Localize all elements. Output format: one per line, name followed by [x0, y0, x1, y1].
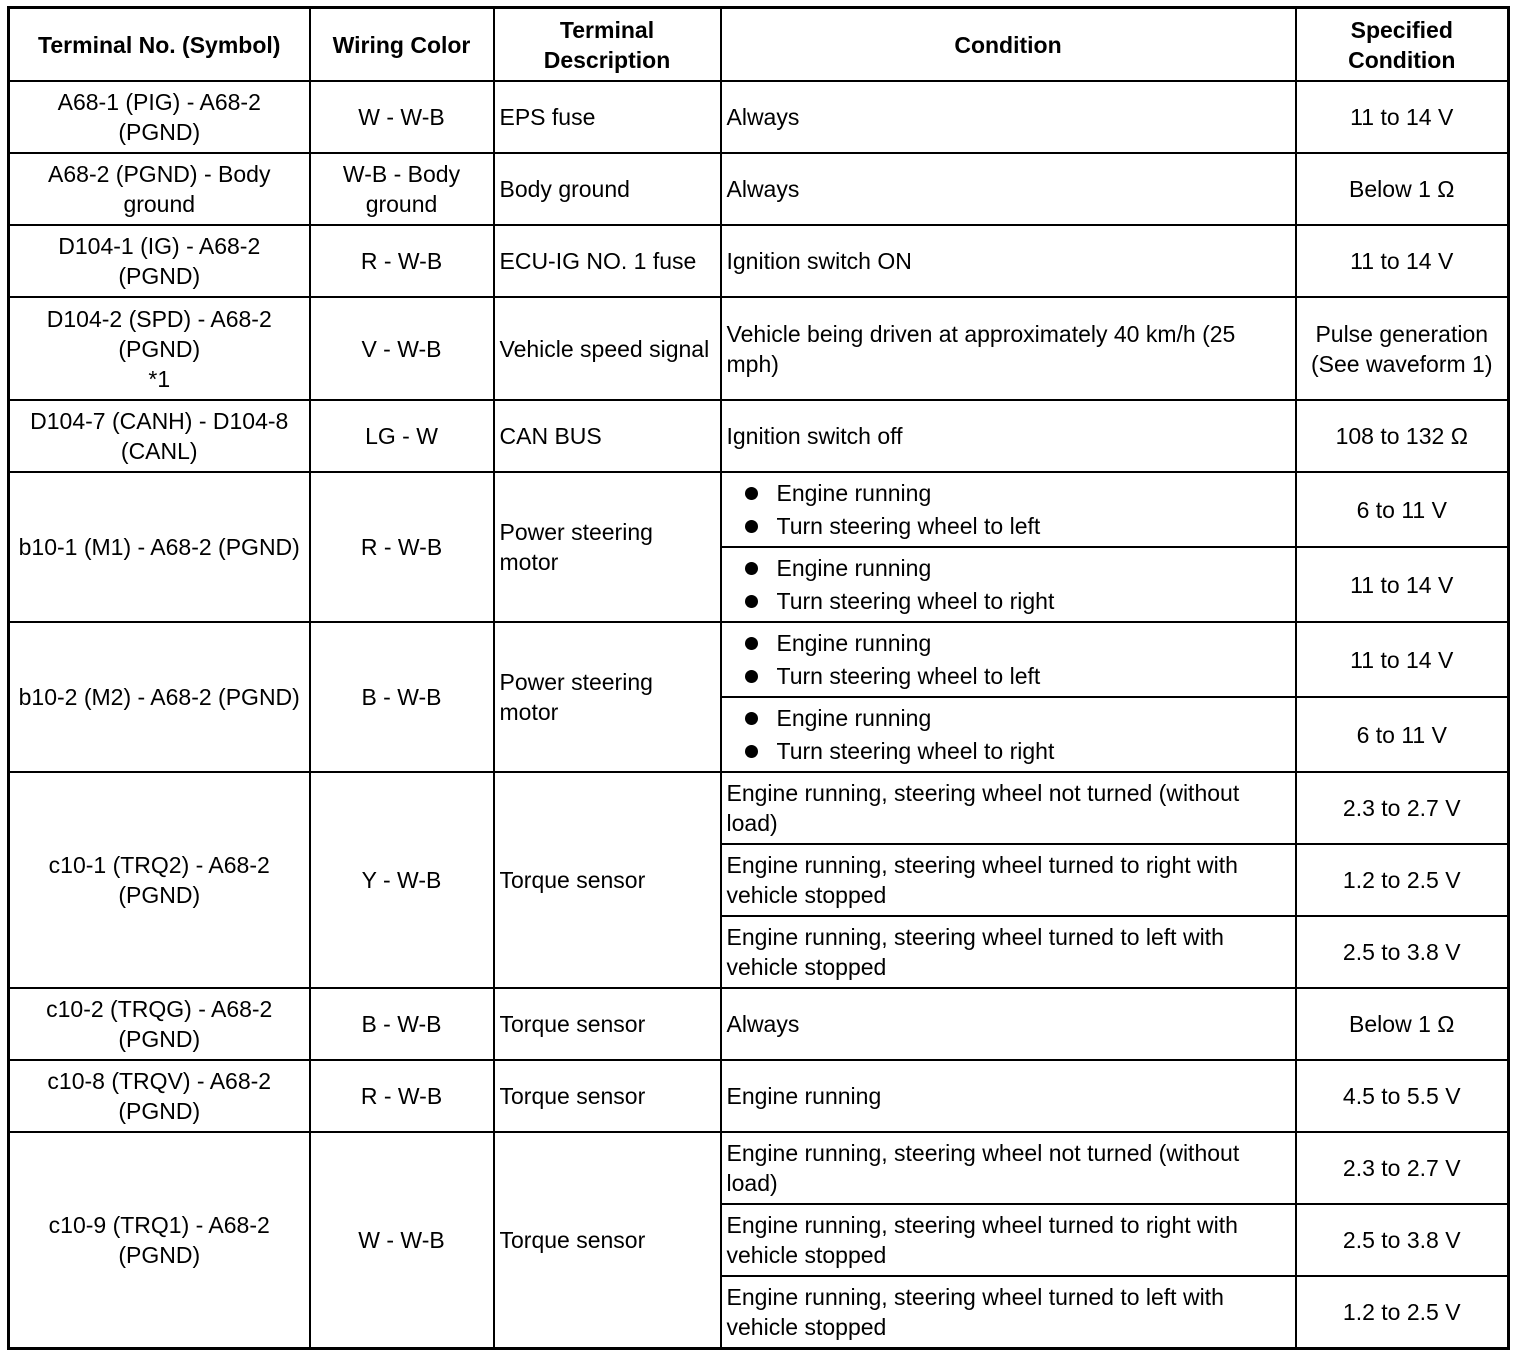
- wiring-cell: LG - W: [310, 400, 494, 472]
- wiring-cell: R - W-B: [310, 225, 494, 297]
- header-row: [9, 8, 1509, 82]
- bullet-icon: [745, 745, 758, 758]
- header-wiring-color: Wiring Color: [310, 8, 494, 82]
- terminal-cell: c10-9 (TRQ1) - A68-2 (PGND): [9, 1132, 310, 1349]
- wiring-cell: B - W-B: [310, 988, 494, 1060]
- table-row: [9, 400, 1509, 472]
- spec-cell: Pulse generation (See waveform 1): [1296, 297, 1509, 400]
- spec-cell: 11 to 14 V: [1296, 547, 1509, 622]
- condition-cell: Engine running, steering wheel turned to left with vehicle stopped: [721, 1276, 1296, 1349]
- terminal-note: *1: [148, 365, 171, 392]
- condition-cell: [721, 547, 1296, 622]
- header-condition: Condition: [721, 8, 1296, 82]
- description-cell: Torque sensor: [494, 772, 721, 988]
- condition-cell: [721, 622, 1296, 697]
- spec-cell: 1.2 to 2.5 V: [1296, 1276, 1509, 1349]
- bullet-icon: [745, 712, 758, 725]
- condition-bullet-list: [727, 477, 1290, 543]
- bullet-icon: [745, 520, 758, 533]
- list-item: Turn steering wheel to left: [745, 660, 1290, 693]
- list-item: Engine running: [745, 477, 1290, 510]
- terminal-cell: [9, 297, 310, 400]
- spec-cell: 11 to 14 V: [1296, 622, 1509, 697]
- description-cell: Power steering motor: [494, 472, 721, 622]
- bullet-icon: [745, 595, 758, 608]
- spec-cell: 2.5 to 3.8 V: [1296, 916, 1509, 988]
- description-cell: Torque sensor: [494, 988, 721, 1060]
- list-item: Turn steering wheel to right: [745, 735, 1290, 768]
- condition-cell: Always: [721, 153, 1296, 225]
- table-row: [9, 81, 1509, 153]
- terminal-inspection-table: [7, 6, 1510, 1350]
- table-row: [9, 988, 1509, 1060]
- condition-cell: [721, 472, 1296, 547]
- condition-cell: Always: [721, 81, 1296, 153]
- table-row: [9, 1060, 1509, 1132]
- bullet-icon: [745, 637, 758, 650]
- condition-cell: Ignition switch ON: [721, 225, 1296, 297]
- table-row: [9, 472, 1509, 547]
- spec-cell: 108 to 132 Ω: [1296, 400, 1509, 472]
- description-cell: Torque sensor: [494, 1060, 721, 1132]
- condition-cell: Engine running, steering wheel turned to right with vehicle stopped: [721, 844, 1296, 916]
- table-row: [9, 622, 1509, 697]
- condition-cell: Engine running, steering wheel turned to left with vehicle stopped: [721, 916, 1296, 988]
- condition-cell: Vehicle being driven at approximately 40 km/h (25 mph): [721, 297, 1296, 400]
- wiring-cell: B - W-B: [310, 622, 494, 772]
- header-specified-condition: Specified Condition: [1296, 8, 1509, 82]
- condition-cell: Ignition switch off: [721, 400, 1296, 472]
- header-terminal: Terminal No. (Symbol): [9, 8, 310, 82]
- wiring-cell: R - W-B: [310, 472, 494, 622]
- spec-cell: Below 1 Ω: [1296, 153, 1509, 225]
- header-terminal-description: Terminal Description: [494, 8, 721, 82]
- table-row: [9, 153, 1509, 225]
- list-item: Turn steering wheel to right: [745, 585, 1290, 618]
- bullet-icon: [745, 487, 758, 500]
- description-cell: Vehicle speed signal: [494, 297, 721, 400]
- list-item: Turn steering wheel to left: [745, 510, 1290, 543]
- spec-cell: 2.5 to 3.8 V: [1296, 1204, 1509, 1276]
- spec-cell: Below 1 Ω: [1296, 988, 1509, 1060]
- wiring-cell: W - W-B: [310, 1132, 494, 1349]
- description-cell: Torque sensor: [494, 1132, 721, 1349]
- bullet-icon: [745, 670, 758, 683]
- list-item: Engine running: [745, 627, 1290, 660]
- bullet-icon: [745, 562, 758, 575]
- condition-bullet-list: [727, 552, 1290, 618]
- table-row: [9, 297, 1509, 400]
- terminal-cell: A68-1 (PIG) - A68-2 (PGND): [9, 81, 310, 153]
- spec-cell: 2.3 to 2.7 V: [1296, 772, 1509, 844]
- terminal-text: D104-2 (SPD) - A68-2 (PGND): [46, 305, 272, 362]
- terminal-cell: c10-1 (TRQ2) - A68-2 (PGND): [9, 772, 310, 988]
- description-cell: ECU-IG NO. 1 fuse: [494, 225, 721, 297]
- condition-cell: Engine running, steering wheel not turned (without load): [721, 772, 1296, 844]
- terminal-cell: A68-2 (PGND) - Body ground: [9, 153, 310, 225]
- table-row: [9, 1132, 1509, 1204]
- spec-cell: 11 to 14 V: [1296, 81, 1509, 153]
- condition-cell: Engine running, steering wheel not turned (without load): [721, 1132, 1296, 1204]
- spec-cell: 6 to 11 V: [1296, 472, 1509, 547]
- terminal-cell: b10-2 (M2) - A68-2 (PGND): [9, 622, 310, 772]
- spec-cell: 1.2 to 2.5 V: [1296, 844, 1509, 916]
- list-item: Engine running: [745, 702, 1290, 735]
- terminal-cell: c10-8 (TRQV) - A68-2 (PGND): [9, 1060, 310, 1132]
- terminal-cell: b10-1 (M1) - A68-2 (PGND): [9, 472, 310, 622]
- wiring-cell: Y - W-B: [310, 772, 494, 988]
- condition-bullet-list: [727, 702, 1290, 768]
- spec-cell: 11 to 14 V: [1296, 225, 1509, 297]
- description-cell: Body ground: [494, 153, 721, 225]
- description-cell: EPS fuse: [494, 81, 721, 153]
- spec-cell: 4.5 to 5.5 V: [1296, 1060, 1509, 1132]
- description-cell: CAN BUS: [494, 400, 721, 472]
- condition-cell: Always: [721, 988, 1296, 1060]
- spec-cell: 2.3 to 2.7 V: [1296, 1132, 1509, 1204]
- table-row: [9, 225, 1509, 297]
- terminal-cell: D104-7 (CANH) - D104-8 (CANL): [9, 400, 310, 472]
- condition-cell: [721, 697, 1296, 772]
- terminal-cell: D104-1 (IG) - A68-2 (PGND): [9, 225, 310, 297]
- wiring-cell: W - W-B: [310, 81, 494, 153]
- condition-bullet-list: [727, 627, 1290, 693]
- table-row: [9, 772, 1509, 844]
- condition-cell: Engine running: [721, 1060, 1296, 1132]
- wiring-cell: R - W-B: [310, 1060, 494, 1132]
- wiring-cell: V - W-B: [310, 297, 494, 400]
- wiring-cell: W-B - Body ground: [310, 153, 494, 225]
- terminal-cell: c10-2 (TRQG) - A68-2 (PGND): [9, 988, 310, 1060]
- condition-cell: Engine running, steering wheel turned to right with vehicle stopped: [721, 1204, 1296, 1276]
- list-item: Engine running: [745, 552, 1290, 585]
- spec-cell: 6 to 11 V: [1296, 697, 1509, 772]
- description-cell: Power steering motor: [494, 622, 721, 772]
